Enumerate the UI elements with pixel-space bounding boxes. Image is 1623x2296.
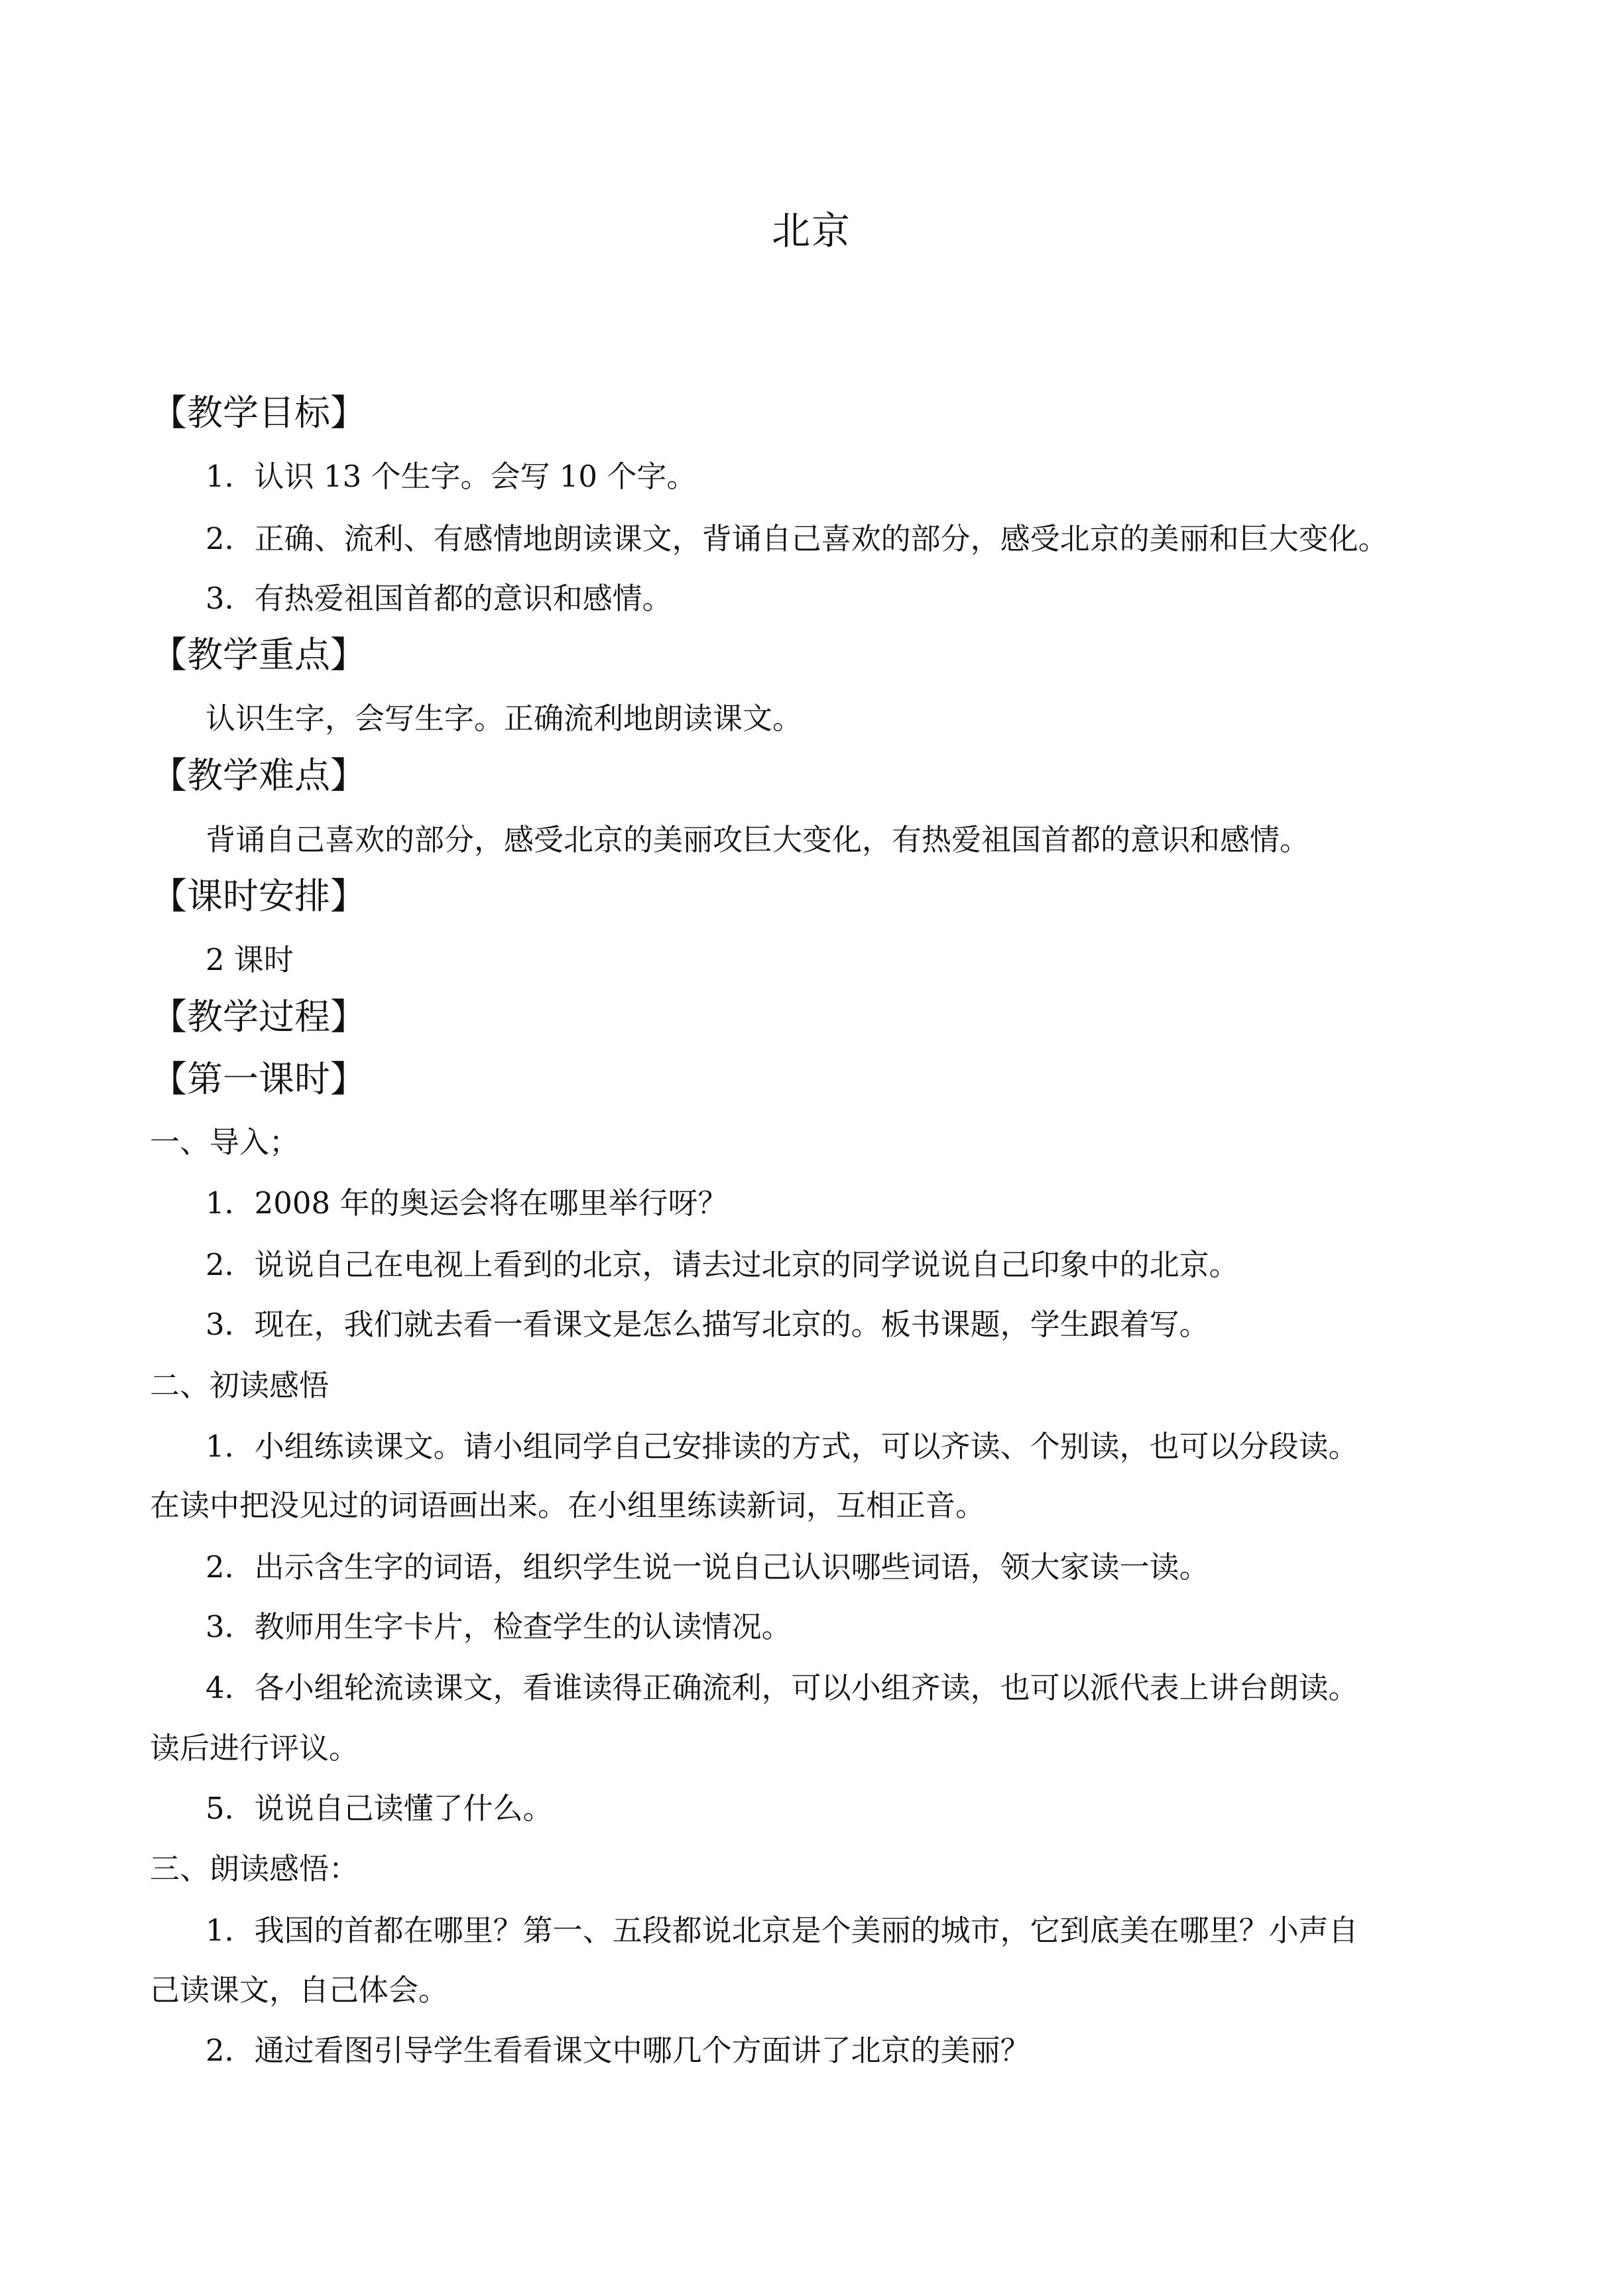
part-three-title: 三、朗读感悟： — [150, 1851, 359, 1886]
schedule-heading: 【课时安排】 — [151, 875, 366, 917]
part-three-item-2: 2．通过看图引导学生看看课文中哪几个方面讲了北京的美丽？ — [206, 2033, 1030, 2068]
part-two-item-2: 2．出示含生字的词语，组织学生说一说自己认识哪些词语，领大家读一读。 — [206, 1549, 1209, 1585]
page-title: 北京 — [771, 208, 851, 253]
goal-item-1: 1．认识 13 个生字。会写 10 个字。 — [206, 459, 697, 494]
teaching-difficulty-heading: 【教学难点】 — [151, 755, 366, 796]
part-one-item-1: 1．2008 年的奥运会将在哪里举行呀？ — [206, 1185, 728, 1221]
process-heading: 【教学过程】 — [151, 996, 366, 1038]
teaching-difficulty-text: 背诵自己喜欢的部分，感受北京的美丽攻巨大变化，有热爱祖国首都的意识和感情。 — [206, 822, 1310, 857]
part-two-item-1-line-2: 在读中把没见过的词语画出来。在小组里练读新词，互相正音。 — [150, 1488, 986, 1523]
part-one-item-2: 2．说说自己在电视上看到的北京，请去过北京的同学说说自己印象中的北京。 — [206, 1247, 1239, 1282]
goal-item-2: 2．正确、流利、有感情地朗读课文，背诵自己喜欢的部分，感受北京的美丽和巨大变化。 — [206, 521, 1388, 556]
teaching-goals-heading: 【教学目标】 — [151, 392, 366, 434]
part-one-item-3: 3．现在，我们就去看一看课文是怎么描写北京的。板书课题，学生跟着写。 — [206, 1307, 1209, 1342]
schedule-text: 2 课时 — [206, 942, 294, 977]
part-two-item-3: 3．教师用生字卡片，检查学生的认读情况。 — [206, 1609, 792, 1644]
part-two-title: 二、初读感悟 — [150, 1368, 330, 1403]
teaching-key-heading: 【教学重点】 — [151, 634, 366, 676]
lesson-one-heading: 【第一课时】 — [151, 1058, 366, 1100]
part-two-item-5: 5．说说自己读懂了什么。 — [206, 1791, 553, 1826]
goal-item-3: 3．有热爱祖国首都的意识和感情。 — [206, 581, 672, 616]
teaching-key-text: 认识生字，会写生字。正确流利地朗读课文。 — [206, 701, 803, 736]
part-two-item-1-line-1: 1．小组练读课文。请小组同学自己安排读的方式，可以齐读、个别读，也可以分段读。 — [206, 1429, 1358, 1464]
part-one-title: 一、导入； — [150, 1124, 300, 1160]
part-three-item-1-line-2: 己读课文，自己体会。 — [150, 1972, 449, 2008]
part-three-item-1-line-1: 1．我国的首都在哪里？第一、五段都说北京是个美丽的城市，它到底美在哪里？小声自 — [206, 1913, 1358, 1948]
part-two-item-4-line-2: 读后进行评议。 — [150, 1730, 359, 1766]
part-two-item-4-line-1: 4．各小组轮流读课文，看谁读得正确流利，可以小组齐读，也可以派代表上讲台朗读。 — [206, 1670, 1358, 1705]
